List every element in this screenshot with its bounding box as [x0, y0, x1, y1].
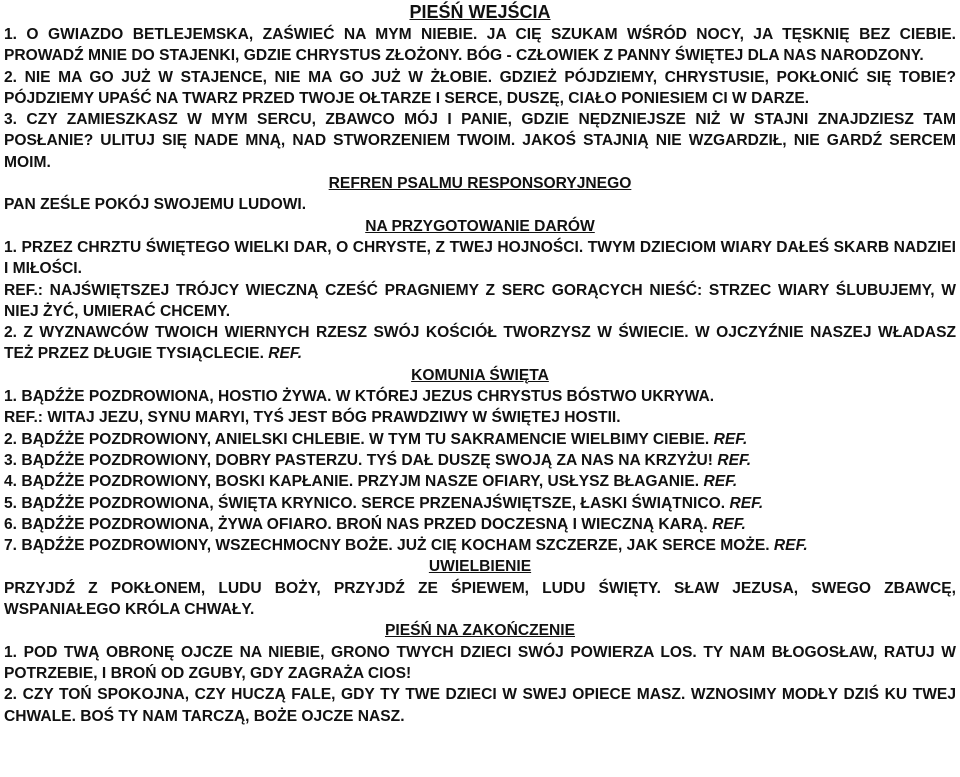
verse-text: 2. Z WYZNAWCÓW TWOICH WIERNYCH RZESZ SWÓJ KOŚCIÓŁ TWORZYSZ W ŚWIECIE. W OJCZYŹNIE NASZEJ WŁADASZ TEŻ PRZEZ DŁUGIE TYSIĄCLECIE. [4, 324, 956, 363]
thanksgiving-text: PRZYJDŹ Z POKŁONEM, LUDU BOŻY, PRZYJDŹ ZE ŚPIEWEM, LUDU ŚWIĘTY. SŁAW JEZUSA, SWEGO ZBAWCĘ, WSPANIAŁEGO KRÓLA CHWAŁY. [4, 579, 956, 619]
communion-verse-7 [4, 535, 956, 556]
verse-text: 3. BĄDŹŻE POZDROWIONY, DOBRY PASTERZU. TYŚ DAŁ DUSZĘ SWOJĄ ZA NAS NA KRZYŻU! [4, 451, 713, 469]
verse-text: 5. BĄDŹŻE POZDROWIONA, ŚWIĘTA KRYNICO. SERCE PRZENAJŚWIĘTSZE, ŁASKI ŚWIĄTNICO. [4, 494, 726, 512]
refrain-marker: REF. [268, 345, 303, 363]
refrain-marker: REF. [713, 430, 748, 448]
refrain-marker: REF. [712, 515, 746, 533]
page-title: PIEŚŃ WEJŚCIA [409, 2, 551, 22]
entrance-verse-1: 1. O GWIAZDO BETLEJEMSKA, ZAŚWIEĆ NA MYM NIEBIE. JA CIĘ SZUKAM WŚRÓD NOCY, JA TĘSKNIĘ BEZ CIEBIE. PROWADŹ MNIE DO STAJENKI, GDZIE CHRYSTUS ZŁOŻONY. BÓG - CZŁOWIEK Z PANNY ŚWIĘTEJ DLA NAS NARODZONY. [4, 26, 956, 65]
closing-verse-1: 1. POD TWĄ OBRONĘ OJCZE NA NIEBIE, GRONO TWYCH DZIECI SWÓJ POWIERZA LOS. TY NAM BŁOGOSŁAW, RATUJ W POTRZEBIE, I BROŃ OD ZGUBY, GDY ZAGRAŻA CIOS! [4, 643, 956, 682]
verse-text: 4. BĄDŹŻE POZDROWIONY, BOSKI KAPŁANIE. PRZYJM NASZE OFIARY, USŁYSZ BŁAGANIE. [4, 473, 700, 491]
verse-text: 2. BĄDŹŻE POZDROWIONY, ANIELSKI CHLEBIE. W TYM TU SAKRAMENCIE WIELBIMY CIEBIE. [4, 430, 710, 448]
communion-refrain: REF.: WITAJ JEZU, SYNU MARYI, TYŚ JEST BÓG PRAWDZIWY W ŚWIĘTEJ HOSTII. [4, 409, 621, 427]
communion-heading: KOMUNIA ŚWIĘTA [411, 366, 549, 384]
communion-verse-4 [4, 471, 956, 492]
communion-verse-2 [4, 429, 956, 450]
refrain-marker: REF. [703, 473, 738, 491]
entrance-verse-2: 2. NIE MA GO JUŻ W STAJENCE, NIE MA GO JUŻ W ŻŁOBIE. GDZIEŻ PÓJDZIEMY, CHRYSTUSIE, POKŁONIĆ SIĘ TOBIE? PÓJDZIEMY UPAŚĆ NA TWARZ PRZED TWOJE OŁTARZE I SERCE, DUSZĘ, CIAŁO PONIESIEM CI W DARZE. [4, 68, 956, 107]
refrain-marker: REF. [717, 451, 752, 469]
offertory-heading: NA PRZYGOTOWANIE DARÓW [365, 217, 595, 235]
communion-verse-1: 1. BĄDŹŻE POZDROWIONA, HOSTIO ŻYWA. W KTÓREJ JEZUS CHRYSTUS BÓSTWO UKRYWA. [4, 388, 715, 406]
psalm-refrain: PAN ZEŚLE POKÓJ SWOJEMU LUDOWI. [4, 196, 307, 214]
communion-verse-5 [4, 493, 956, 514]
refrain-marker: REF. [729, 494, 764, 512]
closing-verse-2: 2. CZY TOŃ SPOKOJNA, CZY HUCZĄ FALE, GDY TY TWE DZIECI W SWEJ OPIECE MASZ. WZNOSIMY MODŁY DZIŚ KU TWEJ CHWALE. BOŚ TY NAM TARCZĄ, BOŻE OJCZE NASZ. [4, 686, 956, 725]
communion-verse-6 [4, 514, 956, 535]
closing-heading: PIEŚŃ NA ZAKOŃCZENIE [384, 622, 576, 640]
verse-text: 6. BĄDŹŻE POZDROWIONA, ŻYWA OFIARO. BROŃ NAS PRZED DOCZESNĄ I WIECZNĄ KARĄ. [4, 515, 708, 533]
offertory-verse-1: 1. PRZEZ CHRZTU ŚWIĘTEGO WIELKI DAR, O CHRYSTE, Z TWEJ HOJNOŚCI. TWYM DZIECIOM WIARY DAŁEŚ SKARB NADZIEI I MIŁOŚCI. [4, 238, 956, 278]
offertory-refrain: REF.: NAJŚWIĘTSZEJ TRÓJCY WIECZNĄ CZEŚĆ PRAGNIEMY Z SERC GORĄCYCH NIEŚĆ: STRZEC WIARY ŚLUBUJEMY, W NIEJ ŻYĆ, UMIERAĆ CHCEMY. [4, 281, 956, 320]
refrain-marker: REF. [773, 537, 808, 555]
thanksgiving-heading: UWIELBIENIE [428, 558, 532, 576]
offertory-verse-2 [4, 322, 956, 365]
communion-verse-3 [4, 450, 956, 471]
verse-text: 7. BĄDŹŻE POZDROWIONY, WSZECHMOCNY BOŻE. JUŻ CIĘ KOCHAM SZCZERZE, JAK SERCE MOŻE. [4, 537, 770, 555]
entrance-verse-3: 3. CZY ZAMIESZKASZ W MYM SERCU, ZBAWCO MÓJ I PANIE, GDZIE NĘDZNIEJSZE NIŻ W STAJNI ZNAJDZIESZ TAM POSŁANIE? ULITUJ SIĘ NADE MNĄ, NAD STWORZENIEM TWOIM. JAKOŚ STAJNIĄ NIE WZGARDZIŁ, NIE GARDŹ SERCEM MOIM. [4, 111, 956, 171]
psalm-heading: REFREN PSALMU RESPONSORYJNEGO [328, 175, 632, 193]
